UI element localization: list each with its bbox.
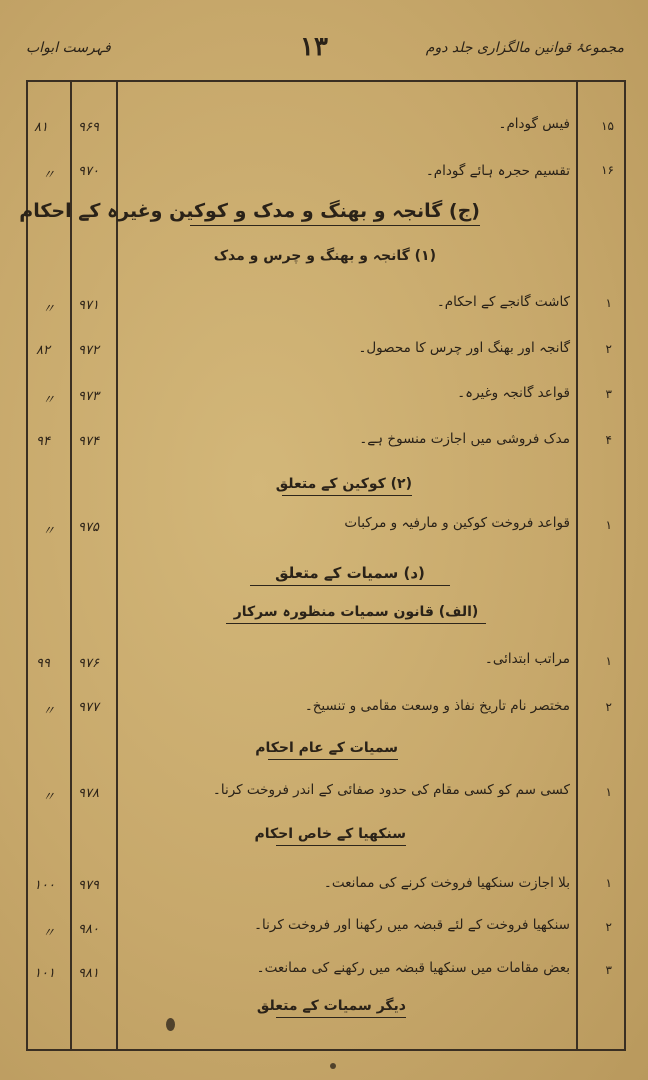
page-ref: 〃: [42, 524, 56, 539]
entry-text: قواعد فروخت کوکین و مارفیہ و مرکبات: [344, 515, 570, 531]
frame-left: [26, 80, 28, 1051]
section-number: ۹۷۷: [78, 700, 99, 715]
serial-number: ۱۶: [601, 163, 614, 177]
page-ref: ۸۲: [36, 343, 50, 358]
column-divider-page: [70, 80, 72, 1051]
serial-number: ۳: [605, 963, 612, 977]
entry-text: بعض مقامات میں سنکھیا قبضہ میں رکھنے کی ممانعت۔: [256, 960, 570, 976]
page-ref: ۱۰۰: [34, 878, 55, 893]
section-heading: (ج) گانجہ و بھنگ و مدک و کوکین وغیرہ کے احکام: [190, 200, 480, 226]
page-ref: 〃: [42, 926, 56, 941]
entry-text: مراتب ابتدائی۔: [484, 651, 570, 667]
section-number: ۹۷۳: [78, 389, 99, 404]
ink-blot: [166, 1018, 175, 1031]
page-ref: ۸۱: [34, 120, 48, 135]
serial-number: ۳: [605, 387, 612, 401]
subsection-heading: سمیات کے عام احکام: [268, 740, 398, 760]
serial-number: ۱: [605, 785, 612, 799]
entry-text: گانجہ اور بھنگ اور چرس کا محصول۔: [358, 340, 570, 356]
section-number: ۹۷۰: [78, 164, 99, 179]
section-number: ۹۸۰: [78, 922, 99, 937]
section-heading: (د) سمیات کے متعلق: [250, 564, 450, 586]
subsection-heading: (۲) کوکین کے متعلق: [282, 476, 412, 496]
serial-number: ۱: [605, 518, 612, 532]
page-ref: 〃: [42, 790, 56, 805]
subsection-heading: سنکھیا کے خاص احکام: [276, 826, 406, 846]
entry-text: فیس گودام۔: [498, 116, 570, 132]
serial-number: ۲: [605, 342, 612, 356]
entry-text: مدک فروشی میں اجازت منسوخ ہے۔: [359, 431, 570, 447]
serial-number: ۲: [605, 700, 612, 714]
section-number: ۹۷۴: [78, 434, 99, 449]
section-number: ۹۶۹: [78, 120, 99, 135]
column-divider-serial: [576, 80, 578, 1051]
serial-number: ۱: [605, 654, 612, 668]
frame-right: [624, 80, 626, 1051]
serial-number: ۱۵: [601, 119, 614, 133]
entry-text: کاشت گانجے کے احکام۔: [436, 294, 570, 310]
section-number: ۹۷۸: [78, 786, 99, 801]
header-left: فہرست ابواب: [26, 40, 111, 56]
serial-number: ۲: [605, 920, 612, 934]
subsection-heading: (۱) گانجہ و بھنگ و چرس و مدک: [213, 248, 436, 264]
ink-blot: [330, 1063, 336, 1069]
column-divider-section: [116, 80, 118, 1051]
subsection-heading: (الف) قانون سمیات منظورہ سرکار: [226, 604, 486, 624]
entry-text: بلا اجازت سنکھیا فروخت کرنے کی ممانعت۔: [323, 875, 570, 891]
entry-text: مختصر نام تاریخ نفاذ و وسعت مقامی و تنسیخ۔: [304, 698, 570, 714]
entry-text: سنکھیا فروخت کے لئے قبضہ میں رکھنا اور فروخت کرنا۔: [254, 917, 570, 933]
serial-number: ۴: [605, 433, 612, 447]
section-number: ۹۸۱: [78, 966, 99, 981]
page-ref: ۱۰۱: [34, 966, 55, 981]
section-number: ۹۷۶: [78, 656, 99, 671]
serial-number: ۱: [605, 296, 612, 310]
section-number: ۹۷۵: [78, 520, 99, 535]
entry-text: تقسیم حجرہ ہائے گودام۔: [425, 163, 570, 179]
section-number: ۹۷۹: [78, 878, 99, 893]
page-ref: ۹۹: [36, 656, 50, 671]
page-ref: ۹۴: [36, 434, 50, 449]
serial-number: ۱: [605, 876, 612, 890]
header-right: مجموعۂ قوانین مالگزاری جلد دوم: [425, 40, 624, 56]
subsection-heading: دیگر سمیات کے متعلق: [276, 998, 406, 1018]
page-number: ۱۳: [300, 32, 328, 62]
entry-text: قواعد گانجہ وغیرہ۔: [457, 385, 570, 401]
section-number: ۹۷۱: [78, 298, 99, 313]
page-ref: 〃: [42, 168, 56, 183]
section-number: ۹۷۲: [78, 343, 99, 358]
page-ref: 〃: [42, 393, 56, 408]
page-ref: 〃: [42, 302, 56, 317]
entry-text: کسی سم کو کسی مقام کی حدود صفائی کے اندر فروخت کرنا۔: [212, 782, 570, 798]
page-ref: 〃: [42, 704, 56, 719]
